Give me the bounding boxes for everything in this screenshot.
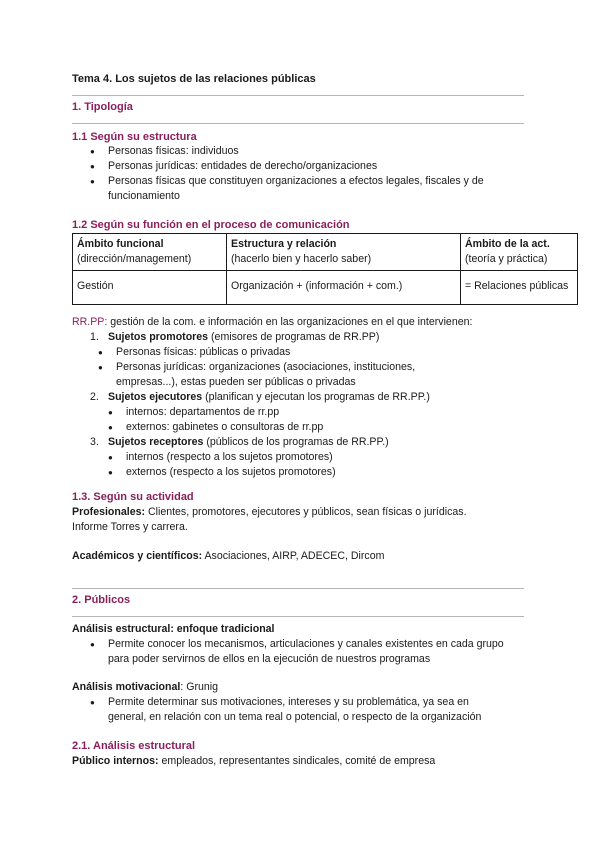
sub-list <box>90 405 540 435</box>
numbered-item <box>90 435 540 450</box>
section-heading-publicos: 2. Públicos <box>72 594 131 606</box>
list-item-continuation: funcionamiento <box>108 190 180 202</box>
item-desc: (emisores de programas de RR.PP) <box>208 331 380 343</box>
rrpp-definition <box>72 315 542 330</box>
item-number: 3. <box>90 436 99 449</box>
divider <box>72 95 524 96</box>
header-subtitle: (hacerlo bien y hacerlo saber) <box>231 253 372 266</box>
list-item: ● externos (respecto a los sujetos promotores) <box>90 465 540 480</box>
motivacional-list <box>72 695 542 710</box>
header-title: Ámbito de la act. <box>465 238 550 250</box>
list-item: ● externos: gabinetes o consultoras de rr.pp <box>90 420 540 435</box>
list-item: ● Personas físicas: públicas o privadas <box>72 345 540 360</box>
item-number: 2. <box>90 391 99 404</box>
function-table <box>72 233 578 305</box>
list-item-continuation: para poder servirnos de ellos en la ejecución de nuestros programas <box>108 653 431 665</box>
header-subtitle: (dirección/management) <box>77 253 192 266</box>
table-cell: Gestión <box>73 271 227 305</box>
table-header-cell <box>73 234 227 271</box>
item-number: 1. <box>90 331 99 343</box>
table-header-cell <box>461 234 578 271</box>
analisis-estructural-label: Análisis estructural: enfoque tradicional <box>72 623 275 635</box>
sub-list <box>72 345 540 375</box>
rrpp-label: RR.PP: <box>72 316 108 328</box>
list-item: ● Permite conocer los mecanismos, articulaciones y canales existentes en cada grupo <box>72 637 542 652</box>
profesionales-label: Profesionales: <box>72 506 146 518</box>
list-item: ● internos (respecto a los sujetos promotores) <box>90 450 540 465</box>
list-item: ● Personas físicas que constituyen organizaciones a efectos legales, fiscales y de <box>72 174 532 189</box>
subsection-heading-actividad: 1.3. Según su actividad <box>72 491 194 503</box>
subsection-heading-estructura: 1.1 Según su estructura <box>72 131 197 143</box>
item-label: Sujetos receptores <box>108 436 204 449</box>
rrpp-text: gestión de la com. e información en las organizaciones en el que intervienen: <box>107 316 473 328</box>
divider <box>72 616 524 617</box>
internos-text: empleados, representantes sindicales, comité de empresa <box>158 755 436 767</box>
subsection-heading-analisis-estructural: 2.1. Análisis estructural <box>72 740 196 752</box>
estructural-list <box>72 637 542 652</box>
item-label: Sujetos ejecutores <box>108 391 203 404</box>
divider <box>72 123 524 124</box>
table-cell: Organización + (información + com.) <box>227 271 461 305</box>
divider <box>72 588 524 589</box>
motivacional-label: Análisis motivacional <box>72 681 181 693</box>
motivacional-text: : Grunig <box>180 681 219 693</box>
profesionales-line <box>72 505 542 520</box>
item-desc: (planifican y ejecutan los programas de RR.PP.) <box>202 391 430 404</box>
numbered-item <box>90 390 540 405</box>
academicos-line <box>72 549 542 564</box>
list-item: ● Personas jurídicas: entidades de derecho/organizaciones <box>72 159 532 174</box>
profesionales-line2: Informe Torres y carrera. <box>72 521 188 533</box>
table-header-row <box>73 234 578 271</box>
analisis-motivacional-line <box>72 680 218 695</box>
header-title: Estructura y relación <box>231 238 337 250</box>
publico-internos-line <box>72 754 542 769</box>
list-item-continuation: general, en relación con un tema real o potencial, o respecto de la organización <box>108 711 482 723</box>
internos-label: Público internos: <box>72 755 159 767</box>
subsection-heading-funcion: 1.2 Según su función en el proceso de comunicación <box>72 219 350 231</box>
table-cell: = Relaciones públicas <box>461 271 578 305</box>
sujetos-list <box>90 330 540 480</box>
list-item: ● Personas jurídicas: organizaciones (asociaciones, instituciones, <box>72 360 540 375</box>
header-title: Ámbito funcional <box>77 238 164 250</box>
list-item-continuation: empresas...), estas pueden ser públicas o privadas <box>116 376 356 389</box>
academicos-text: Asociaciones, AIRP, ADECEC, Dircom <box>202 550 385 562</box>
list-item: ● Personas físicas: individuos <box>72 144 532 159</box>
list-item: ● Permite determinar sus motivaciones, intereses y su problemática, ya sea en <box>72 695 542 710</box>
numbered-item <box>90 330 540 345</box>
table-header-cell <box>227 234 461 271</box>
document-title: Tema 4. Los sujetos de las relaciones públicas <box>72 73 316 85</box>
item-desc: (públicos de los programas de RR.PP.) <box>203 436 389 449</box>
item-label: Sujetos promotores <box>108 331 209 343</box>
table-row <box>73 271 578 305</box>
section-heading-tipologia: 1. Tipología <box>72 101 133 113</box>
sub-list <box>90 450 540 480</box>
estructura-list <box>72 144 532 189</box>
list-item: ● internos: departamentos de rr.pp <box>90 405 540 420</box>
header-subtitle: (teoría y práctica) <box>465 253 548 266</box>
profesionales-text: Clientes, promotores, ejecutores y públicos, sean físicas o jurídicas. <box>145 506 467 518</box>
academicos-label: Académicos y científicos: <box>72 550 203 562</box>
